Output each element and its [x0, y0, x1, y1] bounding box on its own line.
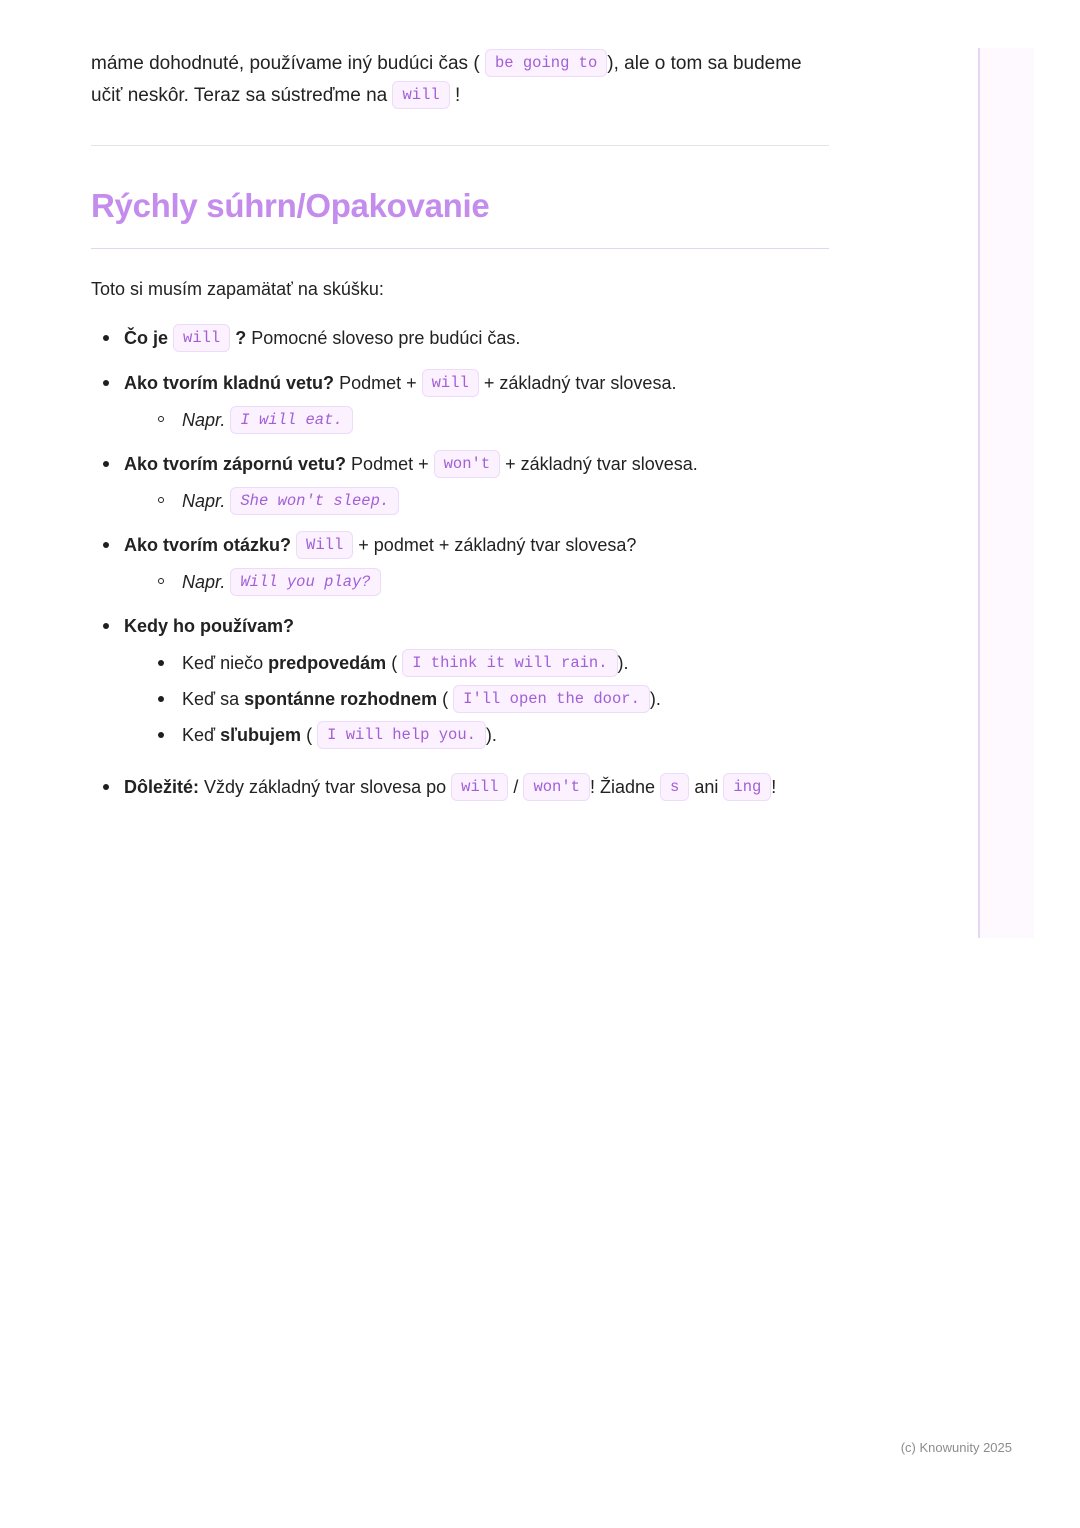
bullet-hollow-icon: [158, 578, 164, 584]
bullet-hollow-icon: [158, 416, 164, 422]
list-item-negative-sentence: [91, 449, 831, 516]
use1-paren-close: ).: [617, 653, 629, 673]
use2-bold: spontánne rozhodnem: [244, 689, 438, 709]
use1-bold: predpovedám: [268, 653, 387, 673]
example-she-wont-sleep: [156, 486, 831, 516]
summary-list: [91, 323, 831, 803]
item4-label: Ako tvorím otázku?: [124, 535, 292, 555]
bullet-icon: [103, 461, 109, 467]
item1-label: Čo je: [124, 328, 169, 348]
bullet-icon: [103, 380, 109, 386]
code-she-wont-sleep: She won't sleep.: [230, 487, 399, 515]
code-s: s: [660, 773, 689, 801]
item3-examples: [124, 486, 831, 516]
bullet-icon: [103, 784, 109, 790]
code-wont-2: won't: [523, 773, 590, 801]
use2-pre: Keď sa: [182, 689, 240, 709]
code-will-you-play: Will you play?: [230, 568, 380, 596]
bullet-hollow-icon: [158, 497, 164, 503]
item2-mid: Podmet +: [339, 373, 417, 393]
code-wont-1: won't: [434, 450, 501, 478]
use2-paren-close: ).: [649, 689, 661, 709]
bullet-icon: [103, 623, 109, 629]
code-i-will-eat: I will eat.: [230, 406, 352, 434]
use-spontaneous-decision: [156, 684, 831, 714]
intro-line2-part2: !: [454, 85, 461, 106]
list-item-when-to-use: [91, 611, 831, 750]
footer-copyright: (c) Knowunity 2025: [900, 1440, 1012, 1455]
list-item-important: [91, 772, 831, 803]
code-i-will-help-you: I will help you.: [317, 721, 486, 749]
item4-after: + podmet + základný tvar slovesa?: [358, 535, 637, 555]
example-i-will-eat: [156, 405, 831, 435]
document-content: [91, 48, 831, 817]
section-lead: Toto si musím zapamätať na skúšku:: [91, 279, 384, 299]
item6-slash: /: [513, 777, 519, 797]
list-item-positive-sentence: [91, 368, 831, 435]
item3-after: + základný tvar slovesa.: [505, 454, 698, 474]
section-title-rule: [91, 248, 829, 249]
bullet-icon: [103, 335, 109, 341]
item4-examples: [124, 567, 831, 597]
code-will-4: will: [451, 773, 508, 801]
code-will-1: will: [173, 324, 230, 352]
item2-label: Ako tvorím kladnú vetu?: [124, 373, 335, 393]
item4-example-label: Napr.: [182, 572, 226, 592]
bullet-icon: [103, 542, 109, 548]
item6-text1: Vždy základný tvar slovesa po: [204, 777, 447, 797]
item2-examples: [124, 405, 831, 435]
page-right-rail: [978, 48, 1034, 938]
intro-line1-part1: máme dohodnuté, používame iný budúci čas (: [91, 53, 480, 74]
code-will-2: will: [422, 369, 479, 397]
use3-paren-close: ).: [485, 725, 497, 745]
use-prediction: [156, 648, 831, 678]
use1-paren-open: (: [391, 653, 398, 673]
item6-text2: ! Žiadne: [589, 777, 655, 797]
list-item-what-is-will: [91, 323, 831, 354]
use-promise: [156, 720, 831, 750]
use2-paren-open: (: [442, 689, 449, 709]
code-be-going-to: be going to: [485, 49, 607, 77]
use3-pre: Keď: [182, 725, 216, 745]
use1-pre: Keď niečo: [182, 653, 264, 673]
item6-text4: !: [771, 777, 777, 797]
bullet-icon: [158, 660, 164, 666]
list-item-question: [91, 530, 831, 597]
code-will-3: Will: [296, 531, 353, 559]
example-will-you-play: [156, 567, 831, 597]
intro-paragraph: [91, 48, 831, 112]
item2-example-label: Napr.: [182, 410, 226, 430]
code-ing: ing: [723, 773, 771, 801]
bullet-icon: [158, 696, 164, 702]
item5-label: Kedy ho používam?: [124, 616, 295, 636]
code-ill-open-the-door: I'll open the door.: [453, 685, 650, 713]
item1-qmark: ?: [235, 328, 247, 348]
code-will-intro: will: [392, 81, 449, 109]
item1-after: Pomocné sloveso pre budúci čas.: [251, 328, 521, 348]
item3-mid: Podmet +: [351, 454, 429, 474]
bullet-icon: [158, 732, 164, 738]
item3-example-label: Napr.: [182, 491, 226, 511]
item3-label: Ako tvorím zápornú vetu?: [124, 454, 347, 474]
section-divider: [91, 145, 829, 146]
item6-text3: ani: [694, 777, 719, 797]
use3-paren-open: (: [306, 725, 313, 745]
use3-bold: sľubujem: [220, 725, 302, 745]
code-i-think-it-will-rain: I think it will rain.: [402, 649, 617, 677]
intro-line2-part1: sa budeme učiť neskôr. Teraz sa sústreďme na: [91, 53, 802, 106]
item2-after: + základný tvar slovesa.: [483, 373, 677, 393]
intro-line1-part2: ), ale o tom: [607, 53, 703, 74]
item6-label: Dôležité:: [124, 777, 200, 797]
section-title: Rýchly súhrn/Opakovanie: [91, 187, 490, 224]
item5-uses: [124, 648, 831, 750]
